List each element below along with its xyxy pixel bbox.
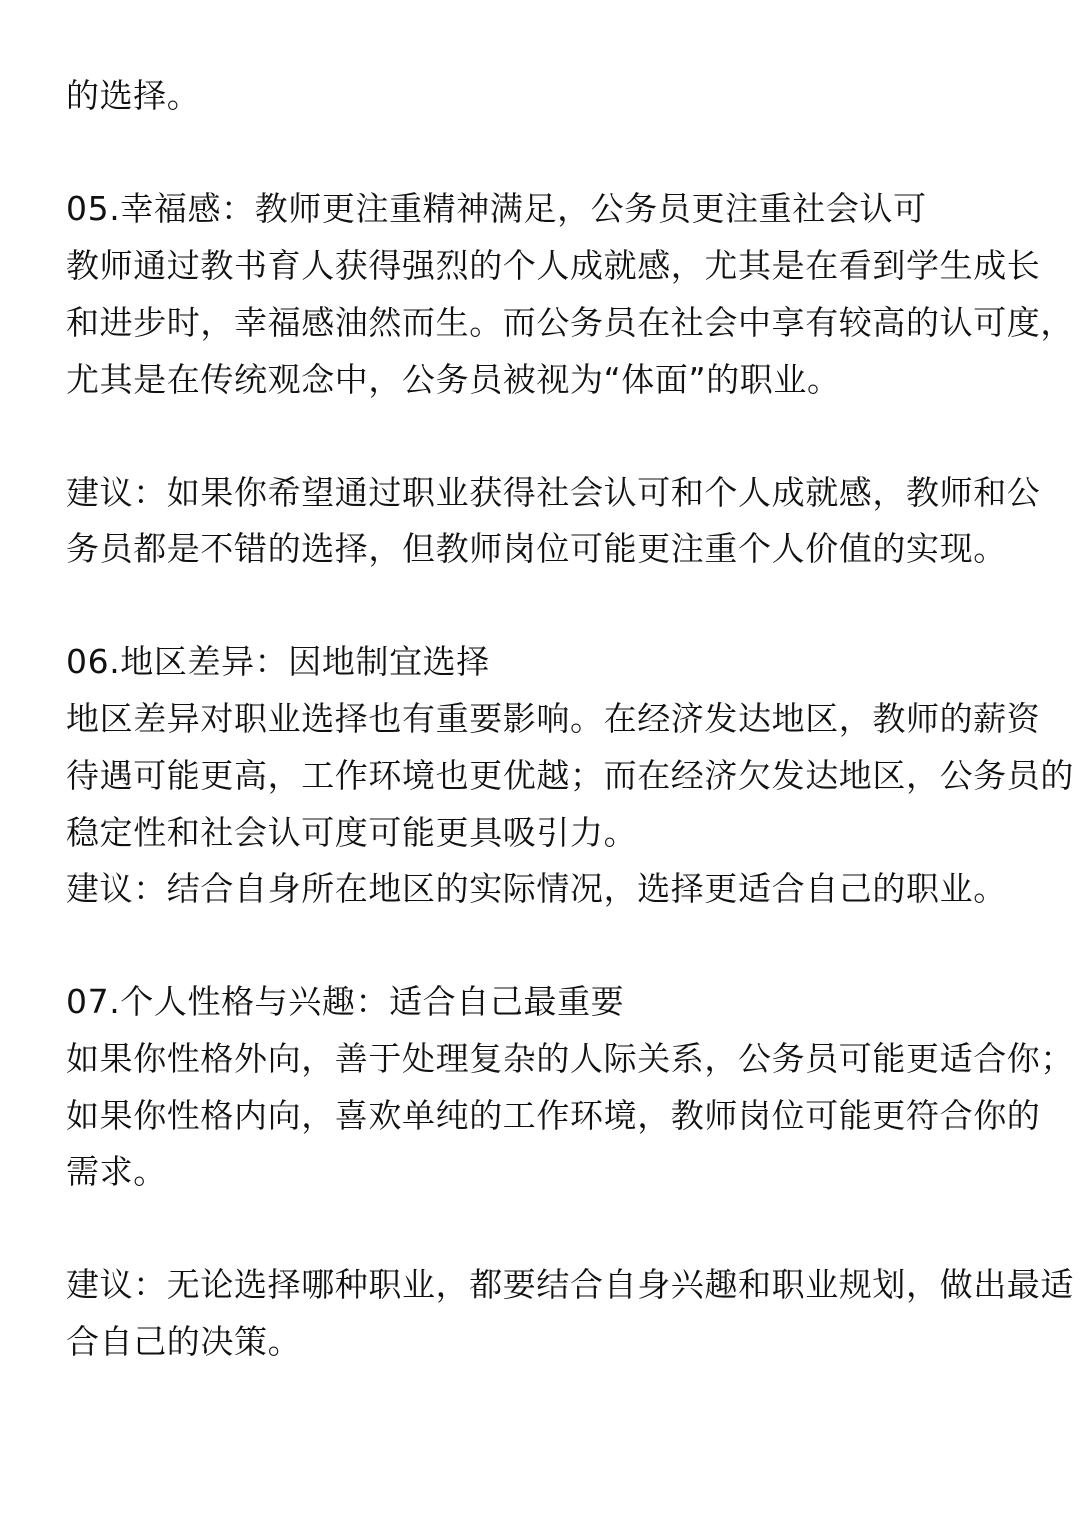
text-line: 如果你性格外向，善于处理复杂的人际关系，公务员可能更适合你； (66, 1039, 1074, 1078)
advice-line: 建议：无论选择哪种职业，都要结合自身兴趣和职业规划，做出最适 (66, 1265, 1074, 1304)
text-line: 教师通过教书育人获得强烈的个人成就感，尤其是在看到学生成长 (66, 246, 1041, 285)
text-line: 稳定性和社会认可度可能更具吸引力。 (66, 813, 638, 852)
text-line: 和进步时，幸福感油然而生。而公务员在社会中享有较高的认可度， (66, 303, 1074, 342)
advice-line: 建议：结合自身所在地区的实际情况，选择更适合自己的职业。 (66, 869, 1007, 908)
section-heading-07: 07.个人性格与兴趣：适合自己最重要 (66, 982, 625, 1021)
text-line: 如果你性格内向，喜欢单纯的工作环境，教师岗位可能更符合你的 (66, 1096, 1041, 1135)
text-line: 务员都是不错的选择，但教师岗位可能更注重个人价值的实现。 (66, 529, 1007, 568)
text-line: 尤其是在传统观念中，公务员被视为“体面”的职业。 (66, 360, 841, 399)
text-line: 的选择。 (66, 76, 201, 115)
text-line: 需求。 (66, 1152, 167, 1191)
text-line: 合自己的决策。 (66, 1322, 302, 1361)
text-line: 待遇可能更高，工作环境也更优越；而在经济欠发达地区，公务员的 (66, 756, 1074, 795)
section-heading-06: 06.地区差异：因地制宜选择 (66, 642, 490, 681)
section-heading-05: 05.幸福感：教师更注重精神满足，公务员更注重社会认可 (66, 189, 927, 228)
text-line: 地区差异对职业选择也有重要影响。在经济发达地区，教师的薪资 (66, 699, 1041, 738)
advice-line: 建议：如果你希望通过职业获得社会认可和个人成就感，教师和公 (66, 473, 1041, 512)
